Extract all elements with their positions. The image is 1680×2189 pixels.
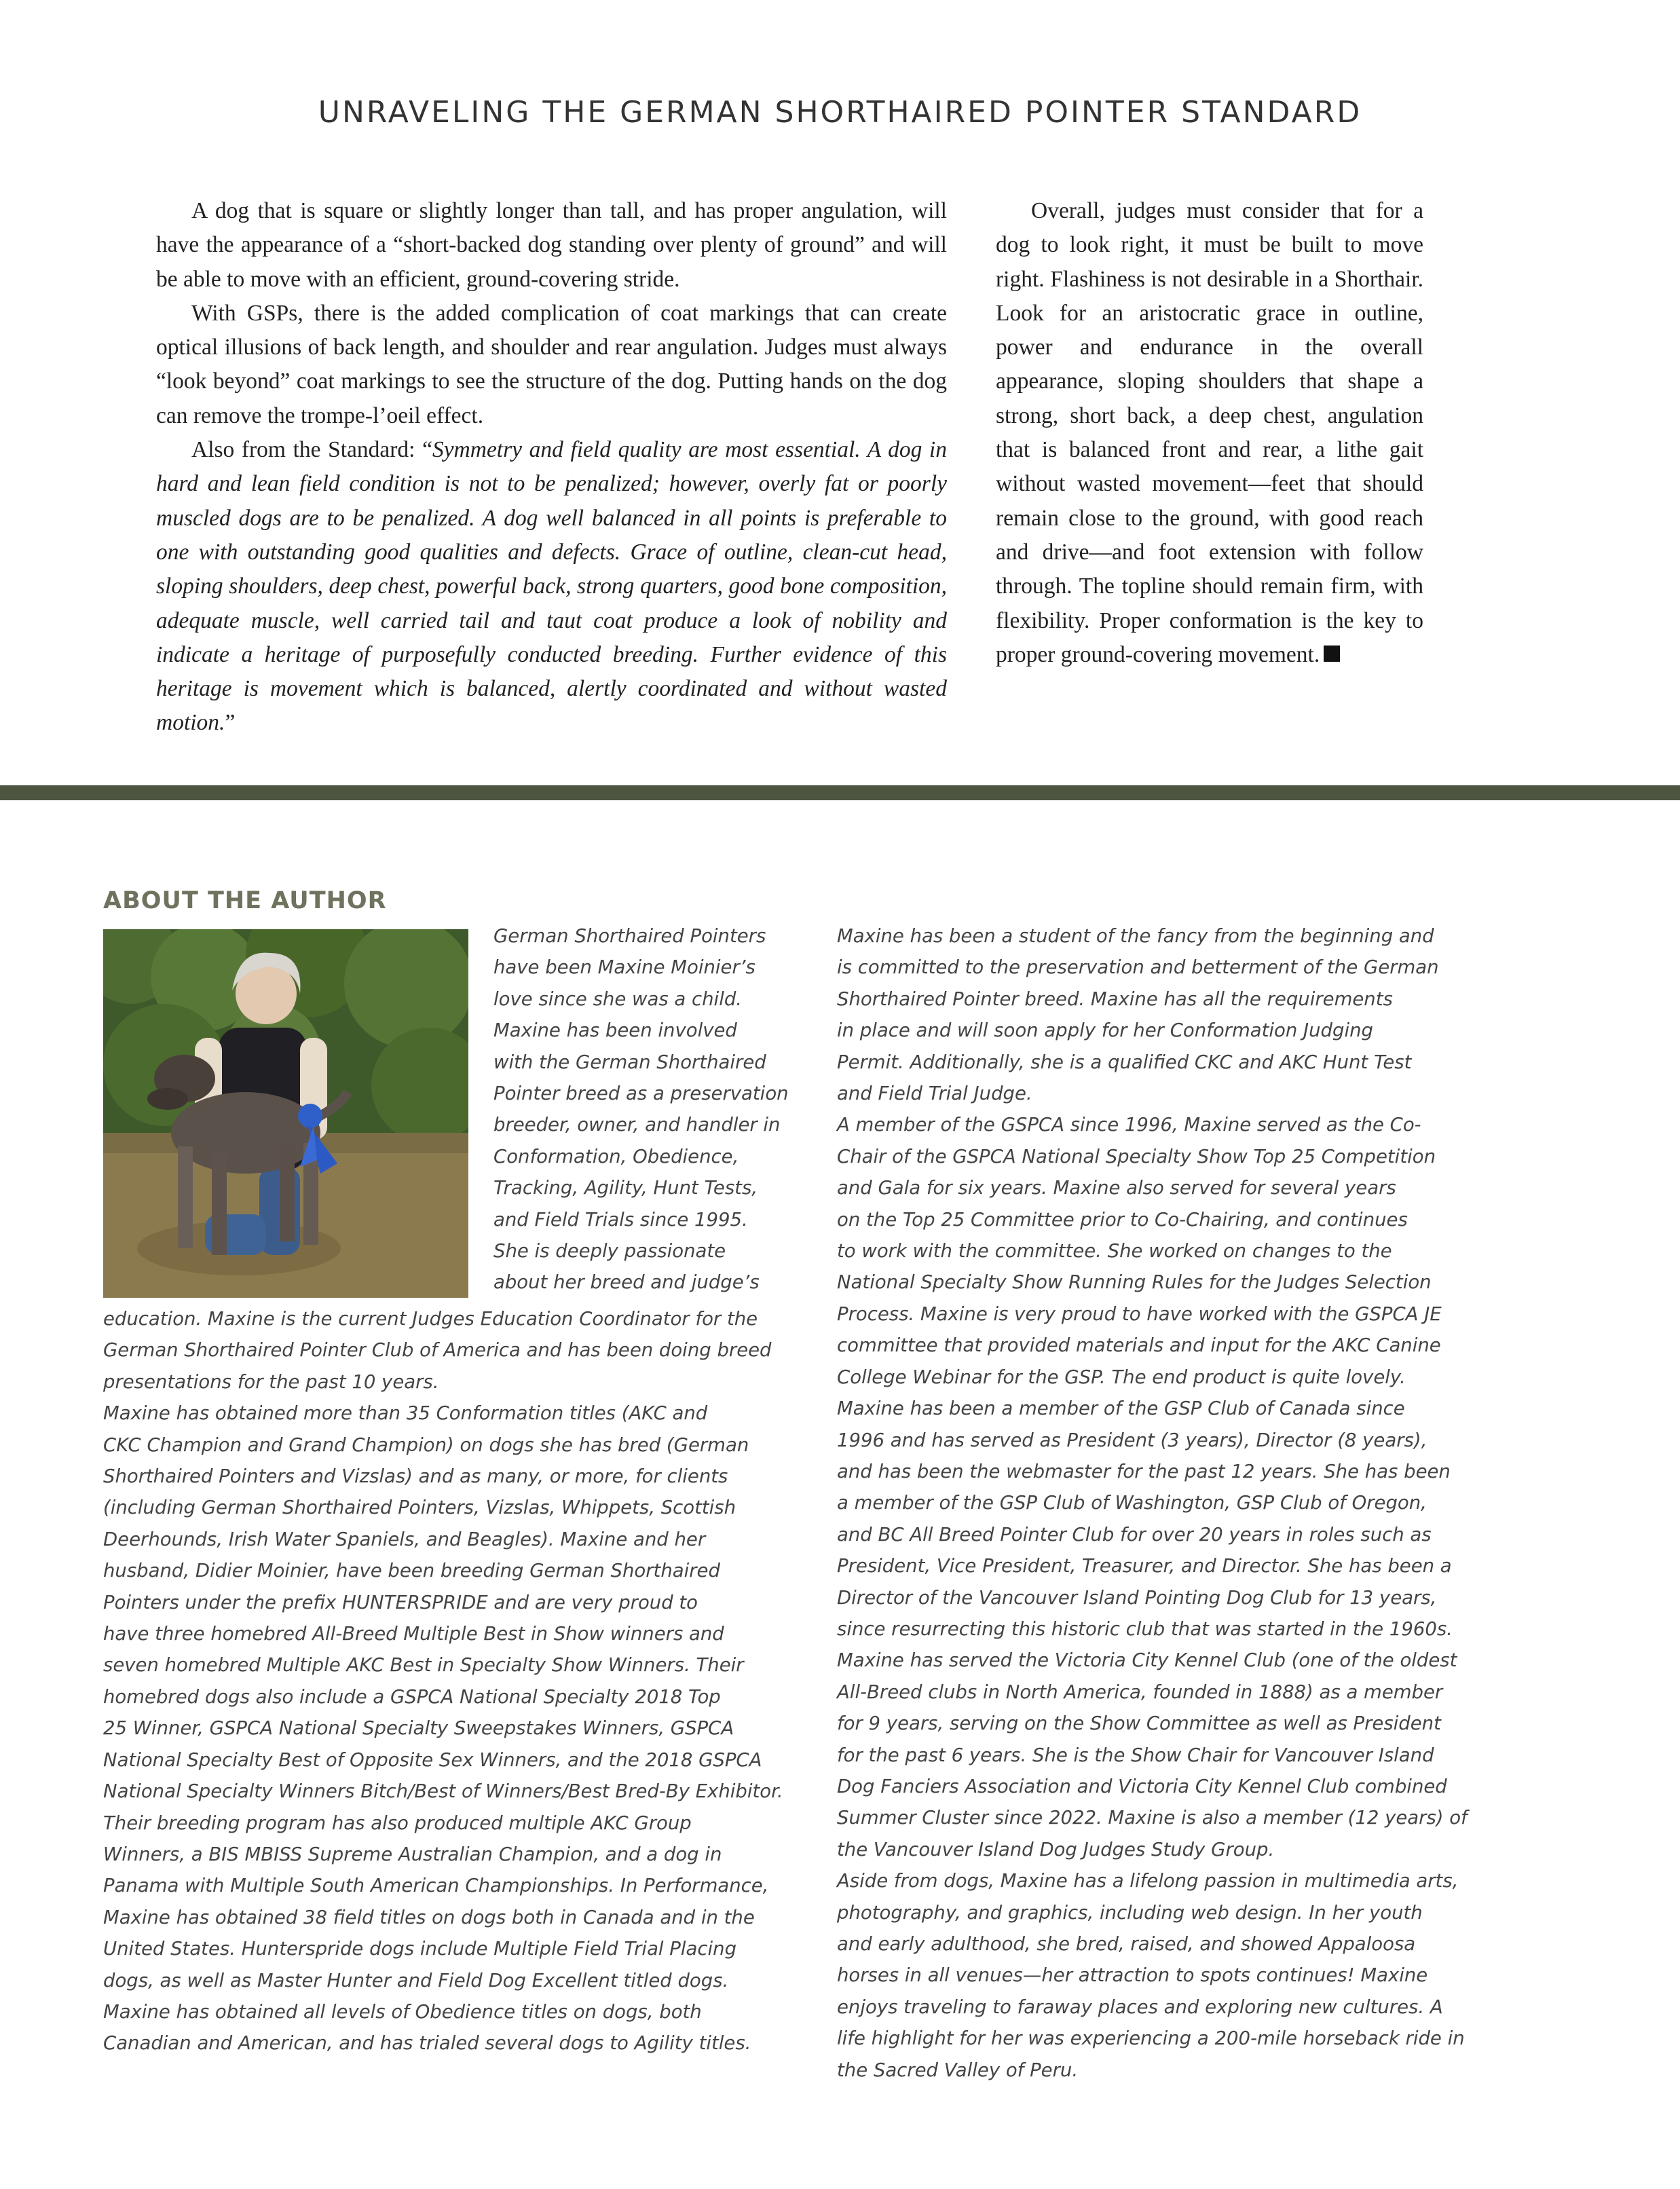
author-photo bbox=[103, 929, 468, 1298]
about-author-heading: ABOUT THE AUTHOR bbox=[103, 887, 387, 914]
bio-line: Canadian and American, and has trialed several dogs to Agility titles. bbox=[103, 2032, 751, 2055]
section-divider bbox=[0, 785, 1680, 800]
bio-line: with the German Shorthaired bbox=[493, 1051, 766, 1073]
bio-line: CKC Champion and Grand Champion) on dogs she has bred (German bbox=[103, 1434, 749, 1456]
bio-line: have three homebred All-Breed Multiple Best in Show winners and bbox=[103, 1623, 724, 1645]
bio-line: National Specialty Best of Opposite Sex Winners, and the 2018 GSPCA bbox=[103, 1748, 762, 1771]
bio-line: Deerhounds, Irish Water Spaniels, and Beagles). Maxine and her bbox=[103, 1528, 706, 1550]
bio-line: A member of the GSPCA since 1996, Maxine served as the Co- bbox=[837, 1114, 1421, 1136]
bio-line: Tracking, Agility, Hunt Tests, bbox=[493, 1177, 758, 1199]
bio-line: and Field Trials since 1995. bbox=[493, 1208, 748, 1231]
bio-line: horses in all venues—her attraction to spots continues! Maxine bbox=[837, 1964, 1428, 1987]
bio-line: Maxine has served the Victoria City Kennel Club (one of the oldest bbox=[837, 1649, 1457, 1672]
bio-line: photography, and graphics, including web design. In her youth bbox=[837, 1901, 1423, 1924]
bio-line: Maxine has been a member of the GSP Club of Canada since bbox=[837, 1398, 1405, 1420]
bio-line: breeder, owner, and handler in bbox=[493, 1114, 781, 1136]
bio-line: for the past 6 years. She is the Show Chair for Vancouver Island bbox=[837, 1744, 1434, 1766]
article-paragraph: A dog that is square or slightly longer than tall, and has proper angulation, will have the appearance of a “short-backed dog standing over plenty of ground” and will be able to move with an efficient, ground-covering stride. bbox=[156, 198, 947, 292]
bio-line: Shorthaired Pointers and Vizslas) and as many, or more, for clients bbox=[103, 1465, 728, 1488]
bio-line: 25 Winner, GSPCA National Specialty Sweepstakes Winners, GSPCA bbox=[103, 1717, 734, 1740]
bio-line: Panama with Multiple South American Championships. In Performance, bbox=[103, 1875, 769, 1897]
quote-close: ” bbox=[225, 710, 236, 736]
bio-line: Dog Fanciers Association and Victoria City Kennel Club combined bbox=[837, 1775, 1447, 1797]
bio-line: Aside from dogs, Maxine has a lifelong passion in multimedia arts, bbox=[837, 1870, 1459, 1892]
bio-line: German Shorthaired Pointer Club of America and has been doing breed bbox=[103, 1339, 772, 1362]
bio-line: on the Top 25 Committee prior to Co-Chairing, and continues bbox=[837, 1208, 1408, 1231]
bio-line: Permit. Additionally, she is a qualified CKC and AKC Hunt Test bbox=[837, 1051, 1412, 1073]
bio-line: about her breed and judge’s bbox=[493, 1271, 760, 1294]
author-bio-right bbox=[837, 920, 1468, 2086]
bio-line: Summer Cluster since 2022. Maxine is also a member (12 years) of bbox=[837, 1807, 1468, 1829]
bio-line: 1996 and has served as President (3 years), Director (8 years), bbox=[837, 1429, 1427, 1451]
article-conclusion bbox=[996, 194, 1423, 672]
bio-line: National Specialty Winners Bitch/Best of Winners/Best Bred-By Exhibitor. bbox=[103, 1780, 783, 1803]
bio-line: Maxine has been involved bbox=[493, 1019, 737, 1042]
article-right-column bbox=[996, 194, 1423, 672]
conclusion-text: Overall, judges must consider that for a dog to look right, it must be built to move right. Flashiness is not desirable in a Shorthair. Look for an aristocratic grace in outline, power and endurance in the overall appearance, sloping shoulders that shape a strong, short back, a deep chest, angulation that is balanced front and rear, a lithe gait without wasted movement—feet that should remain close to the ground, with good reach and drive—and foot extension with follow through. The topline should remain firm, with flexibility. Proper conformation is the key to proper ground-covering movement. bbox=[996, 198, 1423, 667]
page-title: UNRAVELING THE GERMAN SHORTHAIRED POINTER STANDARD bbox=[318, 95, 1362, 130]
bio-line: husband, Didier Moinier, have been breeding German Shorthaired bbox=[103, 1560, 720, 1582]
bio-line: College Webinar for the GSP. The end product is quite lovely. bbox=[837, 1366, 1406, 1388]
bio-line: committee that provided materials and input for the AKC Canine bbox=[837, 1334, 1441, 1357]
bio-line: Director of the Vancouver Island Pointing Dog Club for 13 years, bbox=[837, 1586, 1437, 1609]
bio-line: Process. Maxine is very proud to have worked with the GSPCA JE bbox=[837, 1303, 1442, 1325]
bio-line: National Specialty Show Running Rules for the Judges Selection bbox=[837, 1271, 1432, 1294]
bio-line: the Sacred Valley of Peru. bbox=[837, 2059, 1079, 2081]
author-bio-left bbox=[103, 1303, 783, 2059]
bio-line: enjoys traveling to faraway places and exploring new cultures. A bbox=[837, 1996, 1443, 2018]
bio-line: President, Vice President, Treasurer, and Director. She has been a bbox=[837, 1555, 1452, 1577]
bio-line: is committed to the preservation and betterment of the German bbox=[837, 956, 1439, 979]
bio-line: Pointer breed as a preservation bbox=[493, 1083, 789, 1105]
bio-line: Maxine has been a student of the fancy from the beginning and bbox=[837, 925, 1434, 947]
bio-line: Maxine has obtained more than 35 Conformation titles (AKC and bbox=[103, 1402, 708, 1425]
article-left-column bbox=[156, 194, 947, 741]
bio-line: presentations for the past 10 years. bbox=[103, 1370, 439, 1393]
bio-line: Pointers under the prefix HUNTERSPRIDE and are very proud to bbox=[103, 1591, 698, 1613]
end-of-article-mark bbox=[1324, 646, 1340, 662]
bio-line: seven homebred Multiple AKC Best in Specialty Show Winners. Their bbox=[103, 1654, 744, 1677]
bio-line: United States. Hunterspride dogs include Multiple Field Trial Placing bbox=[103, 1938, 737, 1960]
bio-line: homebred dogs also include a GSPCA National Specialty 2018 Top bbox=[103, 1685, 721, 1708]
bio-line: education. Maxine is the current Judges Education Coordinator for the bbox=[103, 1308, 758, 1330]
author-bio-wrap bbox=[493, 920, 789, 1298]
bio-line: All-Breed clubs in North America, founded in 1888) as a member bbox=[837, 1681, 1443, 1703]
bio-line: the Vancouver Island Dog Judges Study Group. bbox=[837, 1838, 1275, 1860]
bio-line: and has been the webmaster for the past 12 years. She has been bbox=[837, 1460, 1451, 1482]
bio-line: to work with the committee. She worked on changes to the bbox=[837, 1240, 1392, 1262]
standard-quote: Symmetry and field quality are most essential. A dog in hard and lean field condition is not to be penalized; however, overly fat or poorly muscled dogs are to be penalized. A dog well balanced in all points is preferable to one with outstanding good qualities and defects. Grace of outline, clean-cut head, sloping shoulders, deep chest, powerful back, strong quarters, good bone composition, adequate muscle, well carried tail and taut coat produce a look of nobility and indicate a heritage of purposefully conducted breeding. Further evidence of this heritage is movement which is balanced, alertly coordinated and without wasted motion. bbox=[156, 437, 947, 736]
bio-line: German Shorthaired Pointers bbox=[493, 925, 766, 947]
quote-lead: Also from the Standard: “ bbox=[191, 437, 432, 463]
bio-line: Their breeding program has also produced multiple AKC Group bbox=[103, 1812, 692, 1834]
bio-line: Conformation, Obedience, bbox=[493, 1145, 739, 1167]
bio-line: Maxine has obtained all levels of Obedience titles on dogs, both bbox=[103, 2000, 702, 2023]
bio-line: and Gala for six years. Maxine also served for several years bbox=[837, 1177, 1396, 1199]
bio-line: and BC All Breed Pointer Club for over 20 years in roles such as bbox=[837, 1523, 1432, 1546]
bio-line: love since she was a child. bbox=[493, 988, 743, 1010]
bio-line: a member of the GSP Club of Washington, GSP Club of Oregon, bbox=[837, 1492, 1427, 1514]
bio-line: Winners, a BIS MBISS Supreme Australian Champion, and a dog in bbox=[103, 1843, 722, 1865]
bio-line: have been Maxine Moinier’s bbox=[493, 956, 755, 979]
bio-line: life highlight for her was experiencing a 200-mile horseback ride in bbox=[837, 2027, 1465, 2050]
bio-line: Shorthaired Pointer breed. Maxine has all the requirements bbox=[837, 988, 1393, 1010]
bio-line: and early adulthood, she bred, raised, and showed Appaloosa bbox=[837, 1933, 1416, 1955]
bio-line: (including German Shorthaired Pointers, Vizslas, Whippets, Scottish bbox=[103, 1497, 736, 1519]
bio-line: and Field Trial Judge. bbox=[837, 1083, 1032, 1105]
bio-line: She is deeply passionate bbox=[493, 1240, 726, 1262]
bio-line: Chair of the GSPCA National Specialty Show Top 25 Competition bbox=[837, 1145, 1436, 1167]
article-paragraph: With GSPs, there is the added complication of coat markings that can create optical illusions of back length, and shoulder and rear angulation. Judges must always “look beyond” coat markings to see the structure of the dog. Putting hands on the dog can remove the trompe-l’oeil effect. bbox=[156, 300, 947, 428]
bio-line: for 9 years, serving on the Show Committee as well as President bbox=[837, 1713, 1441, 1735]
standard-quote-paragraph bbox=[156, 433, 947, 741]
bio-line: dogs, as well as Master Hunter and Field Dog Excellent titled dogs. bbox=[103, 1969, 729, 1991]
bio-line: since resurrecting this historic club that was started in the 1960s. bbox=[837, 1617, 1453, 1640]
bio-line: in place and will soon apply for her Conformation Judging bbox=[837, 1019, 1373, 1042]
bio-line: Maxine has obtained 38 field titles on dogs both in Canada and in the bbox=[103, 1906, 755, 1928]
